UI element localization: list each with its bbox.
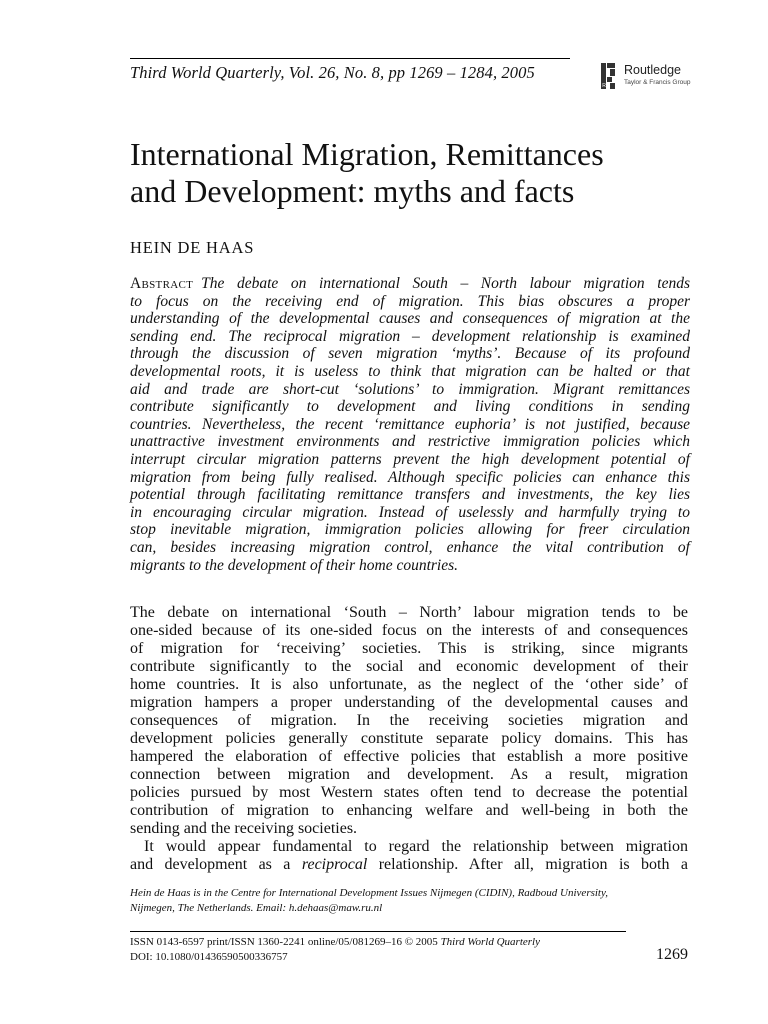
issn-text: ISSN 0143-6597 print/ISSN 1360-2241 online/05/081269–16 © 2005 xyxy=(130,936,441,948)
svg-text:R: R xyxy=(602,83,606,89)
body-line: The debate on international ‘South – North’ labour migration tends to be xyxy=(130,604,688,621)
issn-journal-name: Third World Quarterly xyxy=(440,936,540,948)
abstract-line xyxy=(130,275,690,293)
abstract-line: to focus on the receiving end of migration. This bias obscures a proper xyxy=(130,292,690,310)
abstract xyxy=(130,275,690,574)
footnote-line: Hein de Haas is in the Centre for International Development Issues Nijmegen (CIDIN), Radboud University, xyxy=(130,887,609,899)
body-text-span: relationship. After all, migration is both a xyxy=(367,856,689,873)
body-line: of migration for ‘receiving’ societies. This is striking, since migrants xyxy=(130,640,688,657)
abstract-line: migrants to the development of their home countries. xyxy=(130,556,459,574)
body-line: one-sided because of its one-sided focus on the interests of and consequences xyxy=(130,622,688,639)
footnote-line: Nijmegen, The Netherlands. Email: h.dehaas@maw.ru.nl xyxy=(130,902,383,914)
abstract-line: potential through facilitating remittance transfers and investments, the key lies xyxy=(130,486,690,504)
footer-rule xyxy=(130,931,626,932)
body-line: connection between migration and development. As a result, migration xyxy=(130,766,688,783)
publisher-logo xyxy=(600,60,700,96)
body-line: home countries. It is also unfortunate, as the neglect of the ‘other side’ of xyxy=(130,676,688,693)
body-line: contribution of migration to enhancing welfare and well-being in both the xyxy=(130,802,688,819)
abstract-line: contribute significantly to development and living conditions in sending xyxy=(130,398,690,416)
issn-line xyxy=(130,935,540,950)
author-affiliation-footnote xyxy=(130,886,690,916)
page-number: 1269 xyxy=(656,946,688,963)
abstract-label: Abstract xyxy=(130,275,194,292)
article-title-line: International Migration, Remittances xyxy=(130,136,604,172)
body-emphasis: reciprocal xyxy=(301,856,368,873)
body-text xyxy=(130,604,688,874)
abstract-line: through the discussion of seven migration ‘myths’. Because of its profound xyxy=(130,345,690,363)
abstract-line: in encouraging circular migration. Instead of uselessly and harmfully trying to xyxy=(130,503,690,521)
body-line xyxy=(130,856,688,874)
doi-line: DOI: 10.1080/01436590500336757 xyxy=(130,951,288,963)
abstract-line: migration from being fully realised. Although specific policies can enhance this xyxy=(130,468,690,486)
routledge-logo-icon xyxy=(600,62,616,90)
body-line: sending and the receiving societies. xyxy=(130,820,358,837)
article-title xyxy=(130,136,710,210)
body-line: consequences of migration. In the receiving societies migration and xyxy=(130,712,688,729)
publisher-name: Routledge xyxy=(624,63,681,77)
abstract-line: can, besides increasing migration control, enhance the vital contribution of xyxy=(130,538,690,556)
publisher-subtitle: Taylor & Francis Group xyxy=(624,79,691,86)
body-text-span: and development as a xyxy=(130,856,302,873)
abstract-line: aid and trade are short-cut ‘solutions’ to immigration. Migrant remittances xyxy=(130,380,690,398)
body-line: It would appear fundamental to regard the relationship between migration xyxy=(144,838,688,855)
abstract-text: The debate on international South – North labour migration tends xyxy=(201,275,690,292)
body-line: contribute significantly to the social and economic development of their xyxy=(130,658,688,675)
abstract-line: developmental roots, it is useless to think that migration can be halted or that xyxy=(130,362,690,380)
body-line: development policies generally constitute separate policy domains. This has xyxy=(130,730,688,747)
abstract-line: stop inevitable migration, immigration policies allowing for freer circulation xyxy=(130,521,690,539)
author-name: HEIN DE HAAS xyxy=(130,238,255,257)
body-line: policies pursued by most Western states often tend to decrease the potential xyxy=(130,784,688,801)
abstract-line: unattractive investment environments and restrictive immigration policies which xyxy=(130,433,690,451)
abstract-line: sending end. The reciprocal migration – development relationship is examined xyxy=(130,327,690,345)
journal-citation: Third World Quarterly, Vol. 26, No. 8, pp 1269 – 1284, 2005 xyxy=(130,63,535,82)
header-rule xyxy=(130,58,570,59)
body-line: hampered the elaboration of effective policies that establish a more positive xyxy=(130,748,688,765)
abstract-line: interrupt circular migration patterns prevent the high development potential of xyxy=(130,450,690,468)
abstract-line: understanding of the developmental causes and consequences of migration at the xyxy=(130,310,690,328)
article-title-line: and Development: myths and facts xyxy=(130,173,575,209)
abstract-line: countries. Nevertheless, the recent ‘remittance euphoria’ is not justified, because xyxy=(130,415,690,433)
body-line: migration hampers a proper understanding of the developmental causes and xyxy=(130,694,688,711)
